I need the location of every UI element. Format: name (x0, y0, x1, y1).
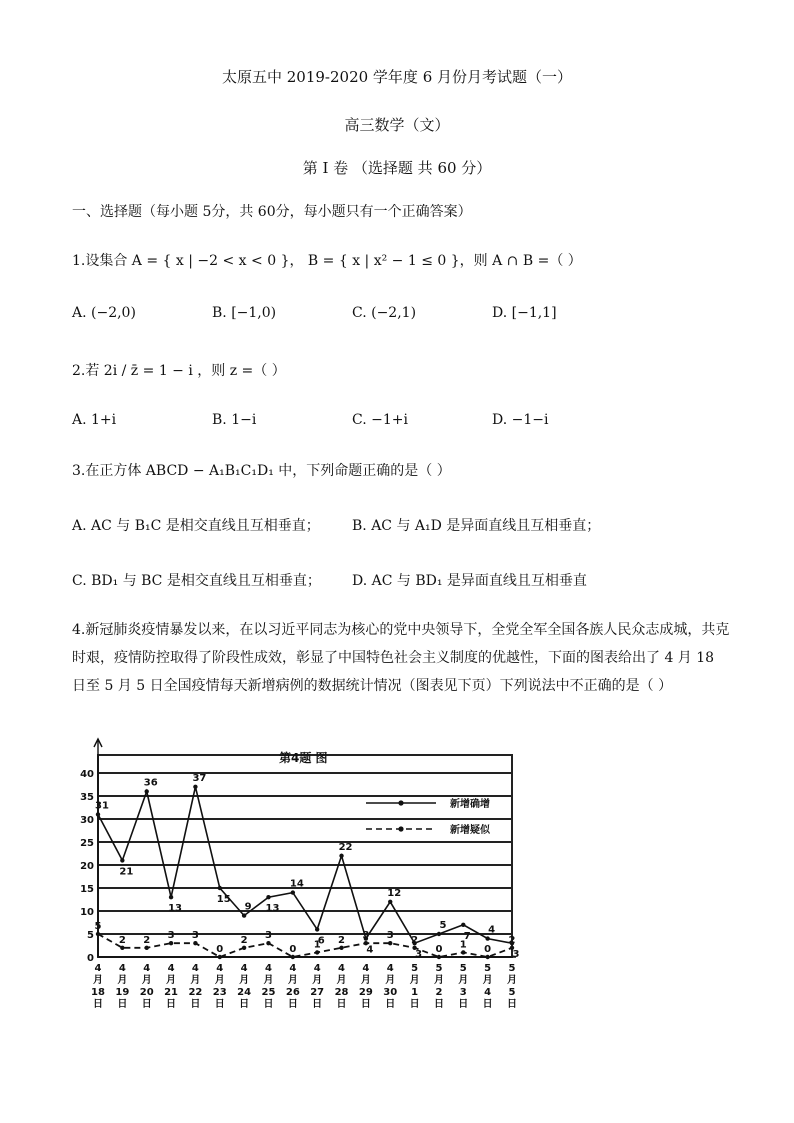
suspected-data-label: 0 (289, 944, 297, 955)
suspected-data-label: 3 (191, 930, 199, 942)
series-suspected-line (98, 934, 512, 957)
x-tick-label-part: 27 (310, 987, 325, 998)
x-tick-label (213, 963, 227, 1010)
series-suspected-point (485, 955, 489, 959)
q2-option-d: D. −1−i (492, 412, 549, 428)
series-suspected-point (461, 950, 465, 954)
x-tick-label-part: 月 (385, 975, 396, 986)
x-tick-label (164, 963, 178, 1010)
x-tick-label-part: 4 (289, 963, 297, 974)
q1-option-b: B. [−1,0) (212, 305, 277, 321)
series-confirmed-point (169, 895, 173, 899)
x-tick-label (483, 963, 493, 1010)
x-tick-label-part: 23 (212, 987, 227, 998)
series-suspected-point (145, 946, 149, 950)
y-tick-label: 35 (80, 792, 94, 803)
question-3-stem: 3.在正方体 ABCD − A₁B₁C₁D₁ 中，下列命题正确的是（ ） (72, 463, 451, 479)
x-tick-label-part: 5 (459, 963, 467, 974)
question-4-stem: 4.新冠肺炎疫情暴发以来，在以习近平同志为核心的党中央领导下，全党全军全国各族人民众志成城，共克时艰，疫情防控取得了阶段性成效，彰显了中国特色社会主义制度的优越性，下面的图表给出了 4 月 18 日至 5 月 5 日全国疫情每天新增病例的数据统计情况（图表见下页）下列说法中不正确的是（ ） (72, 622, 730, 694)
x-tick-label-part: 月 (263, 975, 274, 986)
y-tick-label: 30 (80, 815, 94, 826)
x-tick-label-part: 20 (139, 987, 154, 998)
x-tick-label-part: 25 (261, 987, 276, 998)
x-tick-label-part: 1 (411, 987, 419, 998)
x-tick-label-part: 日 (482, 999, 493, 1010)
x-tick-label-part: 5 (411, 963, 419, 974)
x-tick-label-part: 5 (508, 963, 516, 974)
x-tick-label-part: 日 (117, 999, 128, 1010)
suspected-data-label: 3 (264, 930, 272, 942)
confirmed-data-label: 31 (95, 800, 109, 812)
x-tick-label-part: 日 (507, 999, 517, 1010)
confirmed-data-label: 22 (338, 841, 353, 853)
series-confirmed-point (315, 927, 319, 931)
x-tick-label-part: 4 (338, 963, 346, 974)
x-tick-label-part: 日 (93, 999, 103, 1010)
x-tick-label-part: 4 (167, 963, 175, 974)
series-suspected-point (388, 941, 392, 945)
x-tick-label-part: 4 (313, 963, 321, 974)
x-tick-label-part: 22 (188, 987, 203, 998)
q1-option-c: C. (−2,1) (352, 305, 417, 321)
series-suspected-point (242, 946, 246, 950)
confirmed-data-label: 13 (265, 903, 280, 915)
confirmed-data-label: 4 (488, 924, 496, 936)
chart-title: 第4题 图 (279, 751, 328, 765)
series-confirmed-point (461, 923, 465, 927)
series-confirmed-point (485, 936, 489, 940)
x-tick-label-part: 月 (458, 975, 469, 986)
x-tick-label-part: 日 (239, 999, 250, 1010)
suspected-data-label: 0 (484, 944, 492, 955)
confirmed-data-label: 3 (415, 949, 423, 961)
series-confirmed-point (388, 900, 392, 904)
x-tick-label-part: 29 (358, 987, 373, 998)
chart-grid (98, 755, 512, 957)
series-suspected-point (339, 946, 343, 950)
y-tick-label: 20 (80, 861, 94, 872)
suspected-data-label: 0 (216, 944, 224, 955)
confirmed-data-label: 5 (439, 920, 447, 931)
x-tick-label-part: 4 (264, 963, 272, 974)
legend-label: 新增疑似 (450, 825, 490, 836)
series-confirmed-point (437, 932, 441, 936)
series-suspected-point (266, 941, 270, 945)
x-tick-label-part: 21 (164, 987, 179, 998)
plot-frame (98, 755, 512, 957)
suspected-data-label: 2 (240, 934, 248, 946)
suspected-data-label: 1 (459, 939, 467, 951)
series-suspected-point (437, 955, 441, 959)
x-tick-label-part: 26 (285, 987, 300, 998)
legend-label: 新增确增 (450, 799, 490, 810)
x-tick-label-part: 日 (263, 999, 274, 1010)
confirmed-data-label: 4 (366, 944, 374, 956)
x-tick-label-part: 月 (214, 975, 225, 986)
x-tick-label (237, 963, 251, 1010)
x-tick-label-part: 日 (360, 999, 371, 1010)
series-confirmed-point (339, 854, 343, 858)
series-confirmed-point (218, 886, 222, 890)
x-tick-label-part: 2 (435, 987, 443, 998)
suspected-data-label: 2 (338, 934, 346, 946)
x-tick-label (188, 963, 202, 1010)
q2-option-b: B. 1−i (212, 412, 257, 428)
x-tick-label-part: 5 (435, 963, 443, 974)
series-suspected-point (169, 941, 173, 945)
q3-option-c: C. BD₁ 与 BC 是相交直线且互相垂直； (72, 573, 321, 589)
x-tick-label (140, 963, 154, 1010)
x-tick-label-part: 28 (334, 987, 349, 998)
x-tick-label-part: 月 (312, 975, 323, 986)
x-tick-label-part: 日 (141, 999, 152, 1010)
series-confirmed-point (193, 785, 197, 789)
suspected-data-label: 1 (313, 939, 321, 951)
x-tick-label-part: 4 (118, 963, 126, 974)
x-tick-label-part: 4 (484, 987, 492, 998)
suspected-data-label: 0 (435, 944, 443, 955)
x-tick-label-part: 月 (287, 975, 298, 986)
suspected-data-label: 5 (94, 921, 102, 932)
x-tick-label-part: 月 (117, 975, 128, 986)
volume-title: 第 I 卷 （选择题 共 60 分） (302, 159, 492, 177)
suspected-data-label: 3 (362, 930, 370, 942)
x-tick-label-part: 24 (237, 987, 252, 998)
x-tick-label (91, 963, 105, 1010)
x-tick-label-part: 日 (166, 999, 177, 1010)
x-tick-label-part: 5 (508, 987, 516, 998)
y-tick-label: 40 (80, 769, 94, 780)
x-tick-label (262, 963, 276, 1010)
x-tick-label-part: 月 (190, 975, 201, 986)
x-tick-label-part: 日 (409, 999, 420, 1010)
new-cases-line-chart (80, 735, 564, 1025)
x-tick-label-part: 月 (166, 975, 177, 986)
confirmed-data-label: 9 (244, 901, 252, 913)
x-tick-label-part: 4 (191, 963, 199, 974)
y-tick-label: 15 (80, 884, 94, 895)
x-tick-label-part: 月 (93, 975, 103, 986)
x-tick-label-part: 5 (484, 963, 492, 974)
x-tick-label-part: 月 (239, 975, 250, 986)
series-suspected-point (96, 932, 100, 936)
y-tick-label: 10 (80, 907, 94, 918)
x-tick-label-part: 日 (214, 999, 225, 1010)
y-tick-label: 0 (87, 953, 94, 964)
q1-option-a: A. (−2,0) (72, 305, 136, 321)
x-tick-label-part: 日 (336, 999, 347, 1010)
subject-title: 高三数学（文） (344, 116, 450, 134)
q3-option-d: D. AC 与 BD₁ 是异面直线且互相垂直 (352, 573, 587, 589)
x-tick-label (434, 963, 444, 1010)
x-tick-label-part: 4 (386, 963, 394, 974)
series-suspected-point (291, 955, 295, 959)
x-tick-label (383, 963, 397, 1010)
q2-option-c: C. −1+i (352, 412, 408, 428)
x-tick-label-part: 月 (433, 975, 444, 986)
x-tick-label-part: 4 (94, 963, 102, 974)
x-tick-label-part: 4 (216, 963, 224, 974)
x-tick-label (507, 963, 517, 1010)
legend-marker (398, 826, 403, 831)
x-tick-label (310, 963, 324, 1010)
x-tick-label (286, 963, 300, 1010)
x-tick-label-part: 3 (459, 987, 467, 998)
series-suspected-point (193, 941, 197, 945)
question-2-stem: 2.若 2i / z̄ = 1 − i ，则 z =（ ） (72, 363, 286, 379)
confirmed-data-label: 21 (119, 866, 134, 878)
q1-option-d: D. [−1,1] (492, 305, 557, 321)
x-tick-label-part: 月 (482, 975, 493, 986)
series-suspected-point (315, 950, 319, 954)
x-tick-label (410, 963, 420, 1010)
series-confirmed-point (96, 812, 100, 816)
suspected-data-label: 2 (508, 934, 516, 946)
x-tick-label-part: 18 (91, 987, 105, 998)
series-confirmed-point (120, 858, 124, 862)
series-confirmed-point (242, 913, 246, 917)
q3-option-a: A. AC 与 B₁C 是相交直线且互相垂直； (72, 518, 320, 534)
series-confirmed-point (291, 890, 295, 894)
confirmed-data-label: 36 (143, 777, 158, 789)
x-tick-label (115, 963, 129, 1010)
x-tick-label-part: 日 (312, 999, 323, 1010)
suspected-data-label: 2 (118, 934, 126, 946)
x-tick-label-part: 19 (115, 987, 130, 998)
q3-option-b: B. AC 与 A₁D 是异面直线且互相垂直； (352, 518, 601, 534)
question-1-stem: 1.设集合 A = { x | −2 < x < 0 }， B = { x | x² − 1 ≤ 0 }，则 A ∩ B =（ ） (72, 253, 582, 269)
confirmed-data-label: 15 (216, 894, 231, 905)
x-tick-label-part: 月 (507, 975, 517, 986)
chart-legend (366, 797, 491, 836)
y-tick-label: 5 (87, 930, 94, 941)
confirmed-data-label: 13 (168, 903, 183, 915)
confirmed-data-label: 14 (289, 878, 304, 890)
x-tick-label-part: 4 (143, 963, 151, 974)
x-tick-label (458, 963, 468, 1010)
section-heading: 一、选择题（每小题 5分，共 60分，每小题只有一个正确答案） (72, 204, 472, 220)
x-tick-label-part: 月 (141, 975, 152, 986)
x-tick-label-part: 月 (409, 975, 420, 986)
x-tick-label-part: 4 (240, 963, 248, 974)
confirmed-data-label: 37 (192, 772, 207, 784)
x-tick-label-part: 日 (458, 999, 469, 1010)
y-tick-label: 25 (80, 838, 94, 849)
legend-marker (398, 800, 403, 805)
suspected-data-label: 3 (167, 930, 175, 942)
x-tick-label-part: 日 (385, 999, 396, 1010)
x-tick-label-part: 4 (362, 963, 370, 974)
series-confirmed-point (145, 789, 149, 793)
exam-title: 太原五中 2019-2020 学年度 6 月份月考试题（一） (221, 68, 573, 86)
x-tick-label-part: 30 (383, 987, 398, 998)
suspected-data-label: 2 (411, 934, 419, 946)
suspected-data-label: 2 (143, 934, 151, 946)
q2-option-a: A. 1+i (72, 412, 117, 428)
x-tick-label-part: 月 (336, 975, 347, 986)
confirmed-data-label: 3 (512, 949, 520, 961)
series-confirmed-point (266, 895, 270, 899)
confirmed-data-label: 12 (387, 887, 402, 899)
x-tick-label (359, 963, 373, 1010)
x-tick-label-part: 日 (433, 999, 444, 1010)
series-suspected-point (120, 946, 124, 950)
suspected-data-label: 3 (386, 930, 394, 942)
x-tick-label (335, 963, 349, 1010)
x-tick-label-part: 日 (190, 999, 201, 1010)
series-suspected-point (218, 955, 222, 959)
confirmed-data-label: 7 (463, 930, 471, 942)
x-tick-label-part: 月 (360, 975, 371, 986)
confirmed-data-label: 6 (317, 935, 325, 947)
x-tick-label-part: 日 (287, 999, 298, 1010)
